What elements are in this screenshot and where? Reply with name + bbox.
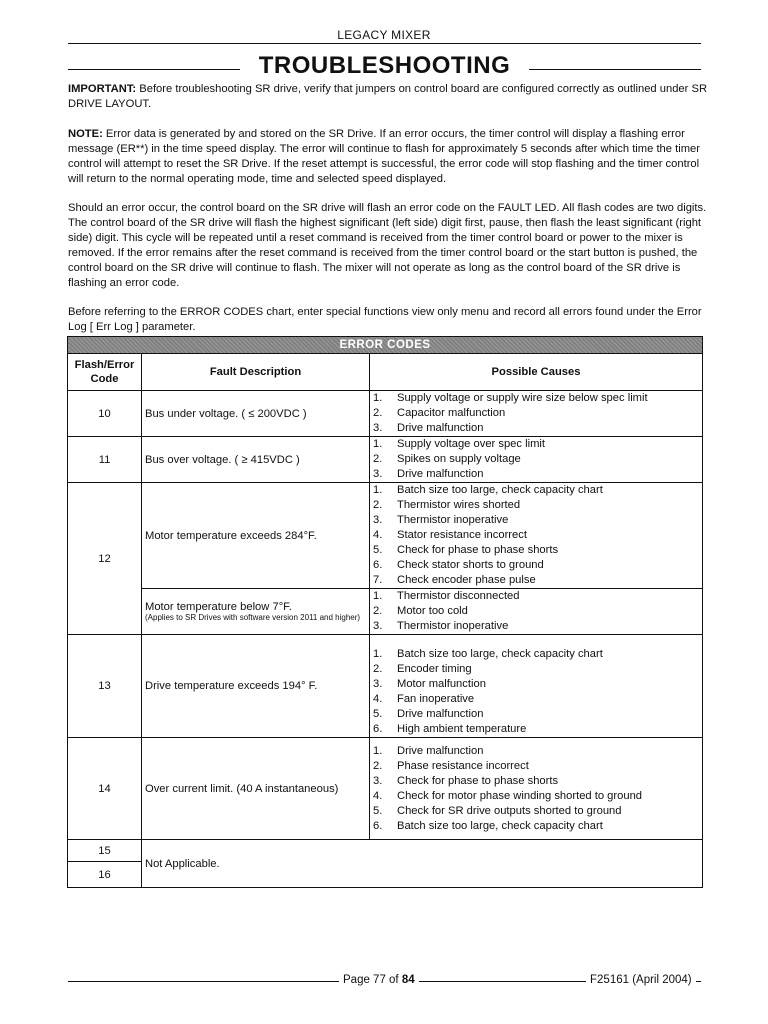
cause-text: Thermistor inoperative <box>397 620 509 632</box>
error-code: 16 <box>68 862 142 888</box>
cause-item <box>370 692 702 707</box>
cause-item <box>370 589 702 604</box>
col-header-code: Flash/Error Code <box>68 354 142 391</box>
flash-code-paragraph: Should an error occur, the control board on the SR drive will flash an error code on the FAULT LED. All flash codes are two digits. The control board of the SR drive will flash the highest significant (left side) digit first, pause, then flash the least significant (right side) digit. This cycle will be repeated until a reset command is received from the timer control board or power to the mixer is removed. If the error remains after the reset command is received from the timer control board or the start button is pushed, the control board on the SR drive will continue to flash. The mixer will not operate as long as the control board of the SR drive is flashing an error code. <box>68 202 707 289</box>
cause-number: 6. <box>373 723 383 735</box>
cause-text: Drive malfunction <box>397 468 484 480</box>
fault-description: Bus under voltage. ( ≤ 200VDC ) <box>142 391 370 437</box>
document-id: F25161 (April 2004) <box>586 974 696 986</box>
cause-number: 2. <box>373 663 383 675</box>
fault-description: Over current limit. (40 A instantaneous) <box>142 738 370 840</box>
cause-item <box>370 789 702 804</box>
cause-number: 2. <box>373 407 383 419</box>
fault-description-note: (Applies to SR Drives with software version 2011 and higher) <box>145 612 361 622</box>
error-code: 15 <box>68 840 142 862</box>
cause-text: Encoder timing <box>397 663 472 675</box>
cause-number: 1. <box>373 648 383 660</box>
possible-causes <box>370 635 703 738</box>
cause-item <box>370 467 702 482</box>
fault-description <box>142 589 370 635</box>
cause-text: Capacitor malfunction <box>397 407 506 419</box>
error-code: 12 <box>68 483 142 635</box>
table-row <box>68 738 703 840</box>
page-number-prefix: Page 77 of <box>343 974 402 986</box>
cause-number: 3. <box>373 775 383 787</box>
cause-number: 5. <box>373 544 383 556</box>
cause-text: Check encoder phase pulse <box>397 574 536 586</box>
table-row <box>68 437 703 483</box>
header-rule <box>68 43 701 44</box>
cause-item <box>370 707 702 722</box>
cause-item <box>370 774 702 789</box>
cause-text: Thermistor disconnected <box>397 590 520 602</box>
fault-description: Not Applicable. <box>142 840 703 888</box>
cause-item <box>370 604 702 619</box>
col-header-description: Fault Description <box>142 354 370 391</box>
cause-number: 4. <box>373 790 383 802</box>
cause-number: 3. <box>373 620 383 632</box>
cause-text: High ambient temperature <box>397 723 527 735</box>
cause-number: 1. <box>373 438 383 450</box>
cause-item <box>370 804 702 819</box>
title-rule-right <box>529 69 701 70</box>
cause-item <box>370 662 702 677</box>
cause-text: Drive malfunction <box>397 422 484 434</box>
table-row <box>68 840 703 862</box>
cause-text: Motor too cold <box>397 605 468 617</box>
cause-number: 1. <box>373 745 383 757</box>
cause-number: 1. <box>373 484 383 496</box>
cause-number: 2. <box>373 605 383 617</box>
cause-text: Spikes on supply voltage <box>397 453 521 465</box>
before-referring-paragraph: Before referring to the ERROR CODES chart, enter special functions view only menu and record all errors found under the Error Log [ Err Log ] parameter. <box>68 306 702 333</box>
cause-item <box>370 528 702 543</box>
cause-item <box>370 421 702 436</box>
cause-number: 3. <box>373 678 383 690</box>
possible-causes <box>370 589 703 635</box>
important-text: Before troubleshooting SR drive, verify that jumpers on control board are configured correctly as outlined under SR DRIVE LAYOUT. <box>68 83 708 110</box>
cause-item <box>370 452 702 467</box>
fault-description: Motor temperature exceeds 284°F. <box>142 483 370 589</box>
fault-description: Drive temperature exceeds 194° F. <box>142 635 370 738</box>
cause-text: Check for SR drive outputs shorted to ground <box>397 805 622 817</box>
fault-description: Bus over voltage. ( ≥ 415VDC ) <box>142 437 370 483</box>
cause-text: Drive malfunction <box>397 745 484 757</box>
error-codes-banner: ERROR CODES <box>68 337 703 354</box>
cause-item <box>370 722 702 737</box>
cause-item <box>370 558 702 573</box>
page-total: 84 <box>401 974 415 986</box>
note-paragraph <box>68 127 708 187</box>
fault-description-text: Motor temperature below 7°F. <box>145 600 292 613</box>
cause-text: Batch size too large, check capacity chart <box>397 648 603 660</box>
page-title-block <box>68 52 701 84</box>
cause-number: 1. <box>373 392 383 404</box>
cause-text: Supply voltage over spec limit <box>397 438 545 450</box>
cause-number: 3. <box>373 468 383 480</box>
cause-number: 2. <box>373 499 383 511</box>
cause-text: Check stator shorts to ground <box>397 559 544 571</box>
cause-number: 2. <box>373 760 383 772</box>
possible-causes <box>370 738 703 840</box>
cause-text: Check for phase to phase shorts <box>397 775 559 787</box>
cause-text: Fan inoperative <box>397 693 475 705</box>
cause-text: Thermistor inoperative <box>397 514 509 526</box>
important-paragraph <box>68 82 708 112</box>
cause-item <box>370 744 702 759</box>
cause-number: 7. <box>373 574 383 586</box>
cause-text: Phase resistance incorrect <box>397 760 529 772</box>
cause-item <box>370 437 702 452</box>
cause-item <box>370 543 702 558</box>
table-row <box>68 589 703 635</box>
error-code: 11 <box>68 437 142 483</box>
cause-number: 2. <box>373 453 383 465</box>
cause-number: 5. <box>373 708 383 720</box>
possible-causes <box>370 437 703 483</box>
page-number <box>339 974 419 986</box>
cause-text: Drive malfunction <box>397 708 484 720</box>
cause-item <box>370 819 702 834</box>
cause-number: 4. <box>373 529 383 541</box>
cause-item <box>370 513 702 528</box>
cause-number: 1. <box>373 590 383 602</box>
cause-item <box>370 759 702 774</box>
note-text: Error data is generated by and stored on the SR Drive. If an error occurs, the timer control will display a flashing error message (ER**) in the time speed display. The error will continue to flash for approximately 5 seconds after which time the timer control will attempt to reset the SR Drive. If the reset attempt is successful, the error code will stop flashing and the timer control will return to the normal operating mode, time and selected speed displayed. <box>68 128 700 185</box>
table-row <box>68 391 703 437</box>
table-row <box>68 635 703 738</box>
note-label: NOTE: <box>68 128 103 140</box>
cause-item <box>370 391 702 406</box>
cause-text: Thermistor wires shorted <box>397 499 521 511</box>
col-header-causes: Possible Causes <box>370 354 703 391</box>
cause-text: Batch size too large, check capacity chart <box>397 820 603 832</box>
cause-item <box>370 677 702 692</box>
cause-item <box>370 647 702 662</box>
important-label: IMPORTANT: <box>68 83 137 95</box>
error-code: 14 <box>68 738 142 840</box>
cause-item <box>370 573 702 588</box>
cause-number: 3. <box>373 422 383 434</box>
cause-item <box>370 619 702 634</box>
cause-text: Stator resistance incorrect <box>397 529 527 541</box>
cause-number: 6. <box>373 559 383 571</box>
cause-text: Batch size too large, check capacity chart <box>397 484 603 496</box>
error-code: 13 <box>68 635 142 738</box>
cause-number: 6. <box>373 820 383 832</box>
cause-text: Check for phase to phase shorts <box>397 544 559 556</box>
cause-text: Motor malfunction <box>397 678 486 690</box>
cause-number: 4. <box>373 693 383 705</box>
error-codes-table <box>67 336 703 888</box>
cause-number: 5. <box>373 805 383 817</box>
cause-item <box>370 483 702 498</box>
page-title: TROUBLESHOOTING <box>258 52 511 79</box>
running-title: LEGACY MIXER <box>337 28 431 42</box>
possible-causes <box>370 483 703 589</box>
error-code: 10 <box>68 391 142 437</box>
cause-number: 3. <box>373 514 383 526</box>
possible-causes <box>370 391 703 437</box>
cause-item <box>370 498 702 513</box>
table-row <box>68 483 703 589</box>
cause-item <box>370 406 702 421</box>
cause-text: Supply voltage or supply wire size below spec limit <box>397 392 648 404</box>
cause-text: Check for motor phase winding shorted to ground <box>397 790 643 802</box>
